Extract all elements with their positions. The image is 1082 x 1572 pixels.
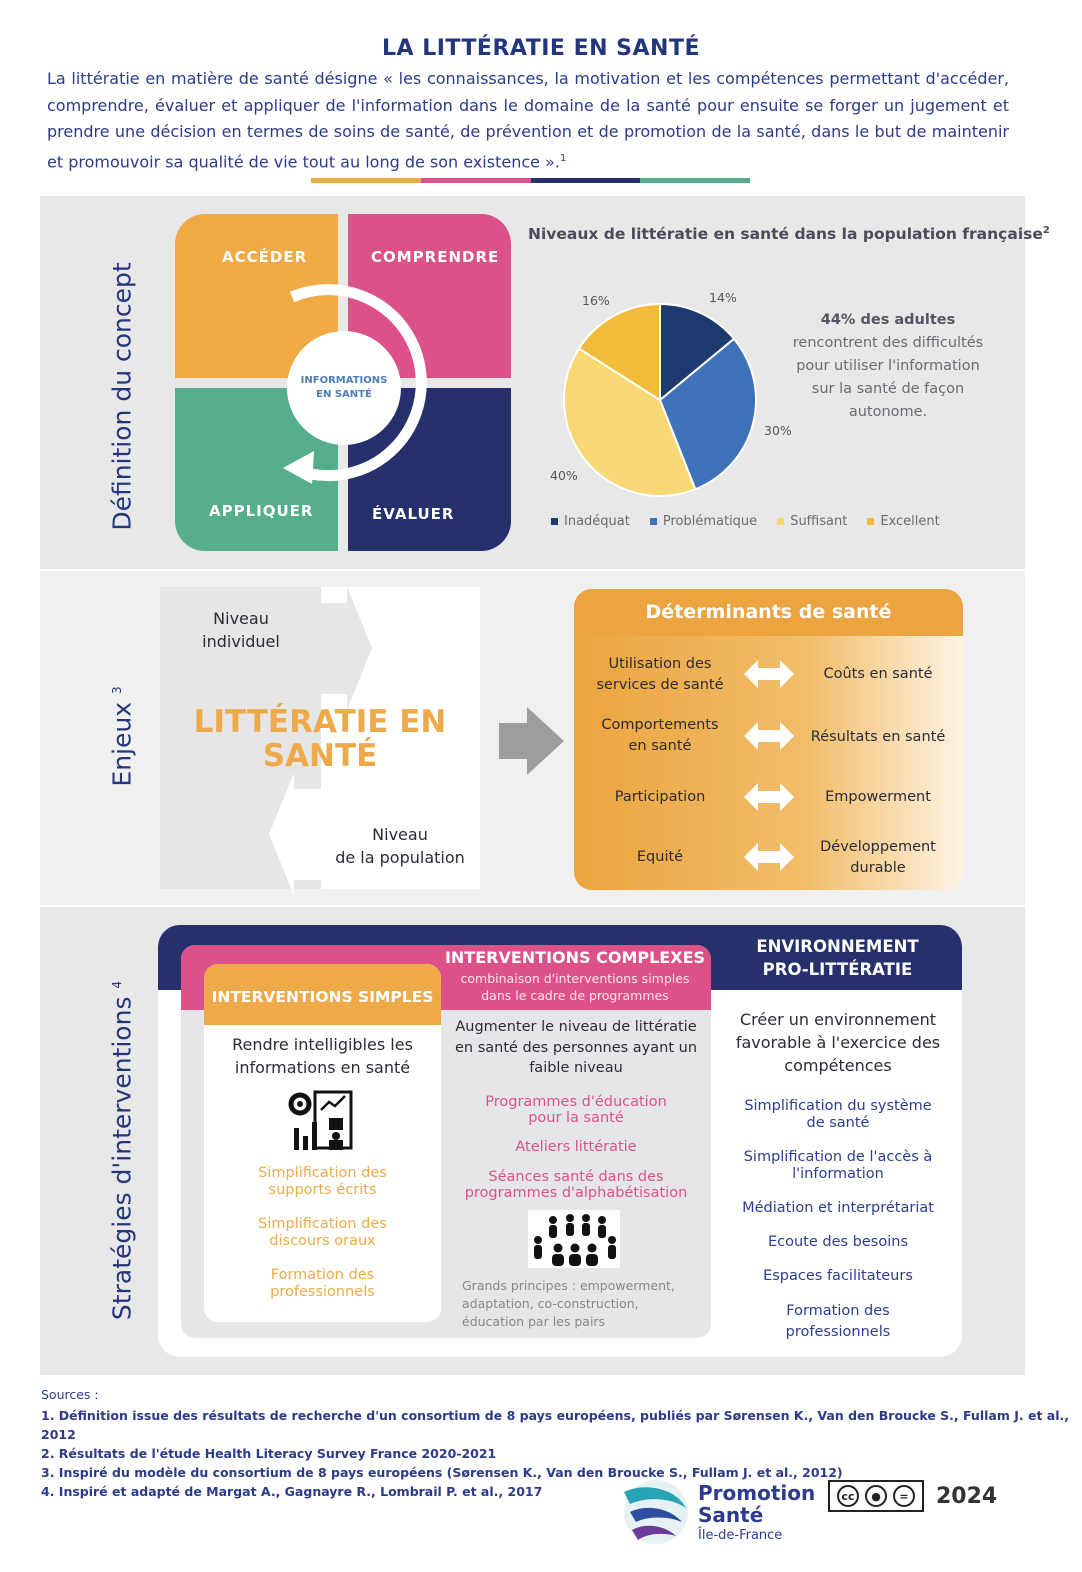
sources-heading: Sources : bbox=[41, 1387, 99, 1402]
center-line2: EN SANTÉ bbox=[316, 389, 372, 400]
source-2: 2. Résultats de l'étude Health Literacy Survey France 2020-2021 bbox=[41, 1446, 497, 1461]
cc-license-badge bbox=[828, 1480, 924, 1512]
environment-item-2a: Simplification de l'accès à bbox=[743, 1149, 933, 1165]
concept-side-label: Définition du concept bbox=[107, 262, 137, 531]
pie-label-excellent: 16% bbox=[582, 293, 610, 308]
determinant-right-4b: durable bbox=[850, 860, 906, 876]
pie-label-suffisant: 40% bbox=[550, 468, 578, 483]
determinant-left-2b: en santé bbox=[628, 738, 692, 754]
complex-goal-1: Augmenter le niveau de littératie bbox=[455, 1019, 697, 1035]
environment-title-1: ENVIRONNEMENT bbox=[756, 937, 919, 956]
source-3: 3. Inspiré du modèle du consortium de 8 pays européens (Sørensen K., Van den Broucke S., Fullam J. et al., 2012) bbox=[41, 1465, 843, 1480]
intro-body: La littératie en matière de santé désigne « les connaissances, la motivation et les compétences permettant d'accéder, comprendre, évaluer et appliquer de l'information dans le domaine de la santé pour ensuite se forger un jugement et prendre une décision en termes de soins de santé, de prévention et de promotion de la santé, dans le but de maintenir et promouvoir sa qualité de vie tout au long de son existence ». bbox=[47, 69, 1009, 171]
quadrant-evaluer-label: ÉVALUER bbox=[372, 505, 455, 523]
simple-item-3 bbox=[208, 1267, 437, 1301]
determinants-title: Déterminants de santé bbox=[574, 589, 963, 636]
environment-item-4a: Ecoute des besoins bbox=[767, 1234, 909, 1250]
complex-item-3b: programmes d'alphabétisation bbox=[464, 1185, 688, 1201]
environment-item-2b: l'information bbox=[792, 1166, 884, 1182]
environment-title-2: PRO-LITTÉRATIE bbox=[762, 960, 913, 979]
environment-item-1 bbox=[718, 1098, 958, 1132]
dashboard-icon bbox=[285, 1088, 355, 1154]
pie-label-inadequat: 14% bbox=[709, 290, 737, 305]
simple-item-3a: Formation des bbox=[270, 1267, 375, 1283]
determinant-right-2a: Résultats en santé bbox=[810, 729, 946, 745]
determinant-left-4a: Equité bbox=[636, 849, 684, 865]
pie-note-bold: 44% des adultes bbox=[820, 312, 956, 328]
sources bbox=[41, 1385, 1082, 1501]
simple-item-3b: professionnels bbox=[270, 1284, 375, 1300]
simple-goal-1: Rendre intelligibles les bbox=[232, 1035, 413, 1054]
simple-item-2b: discours oraux bbox=[269, 1233, 376, 1249]
simple-item-1a: Simplification des bbox=[258, 1165, 387, 1181]
environment-item-1a: Simplification du système bbox=[744, 1098, 932, 1114]
center-line1: INFORMATIONS bbox=[300, 375, 388, 386]
environment-item-2 bbox=[718, 1149, 958, 1183]
pie-title-text: Niveaux de littératie en santé dans la population française bbox=[528, 225, 1043, 244]
complex-principles-2: adaptation, co-construction, bbox=[462, 1296, 639, 1311]
environment-item-6 bbox=[718, 1301, 958, 1343]
complex-sub-1: combinaison d'interventions simples bbox=[460, 971, 690, 986]
complex-item-3 bbox=[446, 1169, 706, 1201]
quadrant-appliquer-label: APPLIQUER bbox=[209, 502, 314, 520]
determinant-left-3a: Participation bbox=[614, 789, 706, 805]
complex-principles-3: éducation par les pairs bbox=[462, 1314, 606, 1329]
legend-label-suffisant: Suffisant bbox=[790, 514, 848, 529]
complex-subtitle bbox=[443, 970, 707, 1004]
environment-item-3a: Médiation et interprétariat bbox=[742, 1200, 934, 1216]
strategies-side-text: Stratégies d'interventions bbox=[107, 996, 137, 1321]
environment-goal-1: Créer un environnement bbox=[740, 1010, 936, 1029]
complex-goal bbox=[446, 1017, 706, 1079]
logo-line3: Île-de-France bbox=[698, 1528, 783, 1543]
logo-line2: Santé bbox=[698, 1503, 764, 1527]
source-4: 4. Inspiré et adapté de Margat A., Gagnayre R., Lombrail P. et al., 2017 bbox=[41, 1484, 543, 1499]
complex-item-2a: Ateliers littératie bbox=[515, 1139, 637, 1155]
determinant-left-1b: services de santé bbox=[596, 677, 724, 693]
complex-goal-3: faible niveau bbox=[529, 1060, 623, 1076]
complex-title: INTERVENTIONS COMPLEXES bbox=[444, 948, 706, 967]
cc-by-icon: ● bbox=[865, 1485, 887, 1507]
pie-label-problematique: 30% bbox=[764, 423, 792, 438]
environment-item-6b: professionnels bbox=[785, 1324, 891, 1340]
source-1: 1. Définition issue des résultats de recherche d'un consortium de 8 pays européens, publiés par Sørensen K., Van den Broucke S., Fullam J. et al., 2012 bbox=[41, 1408, 1069, 1442]
complex-sub-2: dans le cadre de programmes bbox=[481, 988, 669, 1003]
simple-goal bbox=[208, 1033, 437, 1079]
environment-item-3 bbox=[718, 1200, 958, 1217]
intro-ref: 1 bbox=[559, 152, 567, 164]
determinant-right-4a: Développement bbox=[820, 839, 936, 855]
complex-item-1a: Programmes d'éducation bbox=[485, 1094, 667, 1110]
cc-nd-icon: = bbox=[893, 1485, 915, 1507]
strategies-side-label bbox=[108, 981, 137, 1320]
niveau-individuel-1: Niveau bbox=[213, 609, 269, 628]
enjeux-side-text: Enjeux bbox=[107, 701, 137, 787]
environment-title bbox=[715, 935, 960, 981]
environment-goal-3: compétences bbox=[784, 1056, 892, 1075]
niveau-individuel-2: individuel bbox=[202, 632, 280, 651]
legend-label-problematique: Problématique bbox=[662, 514, 758, 529]
simple-item-2 bbox=[208, 1216, 437, 1250]
quadrant-acceder-label: ACCÉDER bbox=[222, 248, 308, 266]
legend-label-excellent: Excellent bbox=[880, 514, 940, 529]
cc-icon: cc bbox=[837, 1485, 859, 1507]
environment-item-5a: Espaces facilitateurs bbox=[763, 1268, 913, 1284]
environment-item-6a: Formation des bbox=[786, 1303, 890, 1319]
complex-item-1b: pour la santé bbox=[528, 1110, 624, 1126]
simple-item-2a: Simplification des bbox=[258, 1216, 387, 1232]
litteratie-line2: SANTÉ bbox=[262, 738, 378, 774]
simple-item-1 bbox=[208, 1165, 437, 1199]
strategies-side-ref: 4 bbox=[110, 980, 125, 989]
complex-principles-1: Grands principes : empowerment, bbox=[462, 1278, 675, 1293]
logo-line1: Promotion bbox=[698, 1481, 816, 1505]
complex-item-1 bbox=[446, 1094, 706, 1126]
pie-note-rest: rencontrent des difficultés pour utiliser l'information sur la santé de façon autonome. bbox=[792, 335, 984, 420]
pie-title-ref: 2 bbox=[1042, 225, 1050, 236]
quadrant-comprendre-label: COMPRENDRE bbox=[371, 248, 500, 266]
promotion-sante-logo-icon bbox=[616, 1474, 694, 1548]
environment-item-1b: de santé bbox=[806, 1115, 870, 1131]
environment-goal bbox=[718, 1008, 958, 1077]
complex-goal-2: en santé des personnes ayant un bbox=[454, 1039, 698, 1056]
environment-item-4 bbox=[718, 1234, 958, 1251]
year: 2024 bbox=[936, 1484, 998, 1509]
niveau-population-2: de la population bbox=[335, 848, 465, 867]
legend-label-inadequat: Inadéquat bbox=[564, 514, 630, 529]
complex-item-3a: Séances santé dans des bbox=[488, 1169, 664, 1185]
determinant-left-1a: Utilisation des bbox=[608, 656, 712, 672]
determinant-right-3a: Empowerment bbox=[825, 789, 931, 805]
simple-title: INTERVENTIONS SIMPLES bbox=[204, 964, 441, 1025]
enjeux-side-ref: 3 bbox=[110, 686, 125, 695]
complex-principles bbox=[462, 1277, 702, 1331]
determinant-left-2a: Comportements bbox=[601, 717, 719, 733]
niveau-population-1: Niveau bbox=[372, 825, 428, 844]
litteratie-line1: LITTÉRATIE EN bbox=[193, 704, 447, 740]
simple-item-1b: supports écrits bbox=[268, 1182, 377, 1198]
environment-goal-2: favorable à l'exercice des bbox=[735, 1033, 941, 1052]
group-people-icon bbox=[528, 1210, 620, 1268]
complex-item-2 bbox=[446, 1139, 706, 1155]
simple-goal-2: informations en santé bbox=[234, 1058, 411, 1077]
page-title: LA LITTÉRATIE EN SANTÉ bbox=[381, 36, 700, 61]
environment-item-5 bbox=[718, 1268, 958, 1285]
determinant-right-1a: Coûts en santé bbox=[823, 666, 933, 682]
